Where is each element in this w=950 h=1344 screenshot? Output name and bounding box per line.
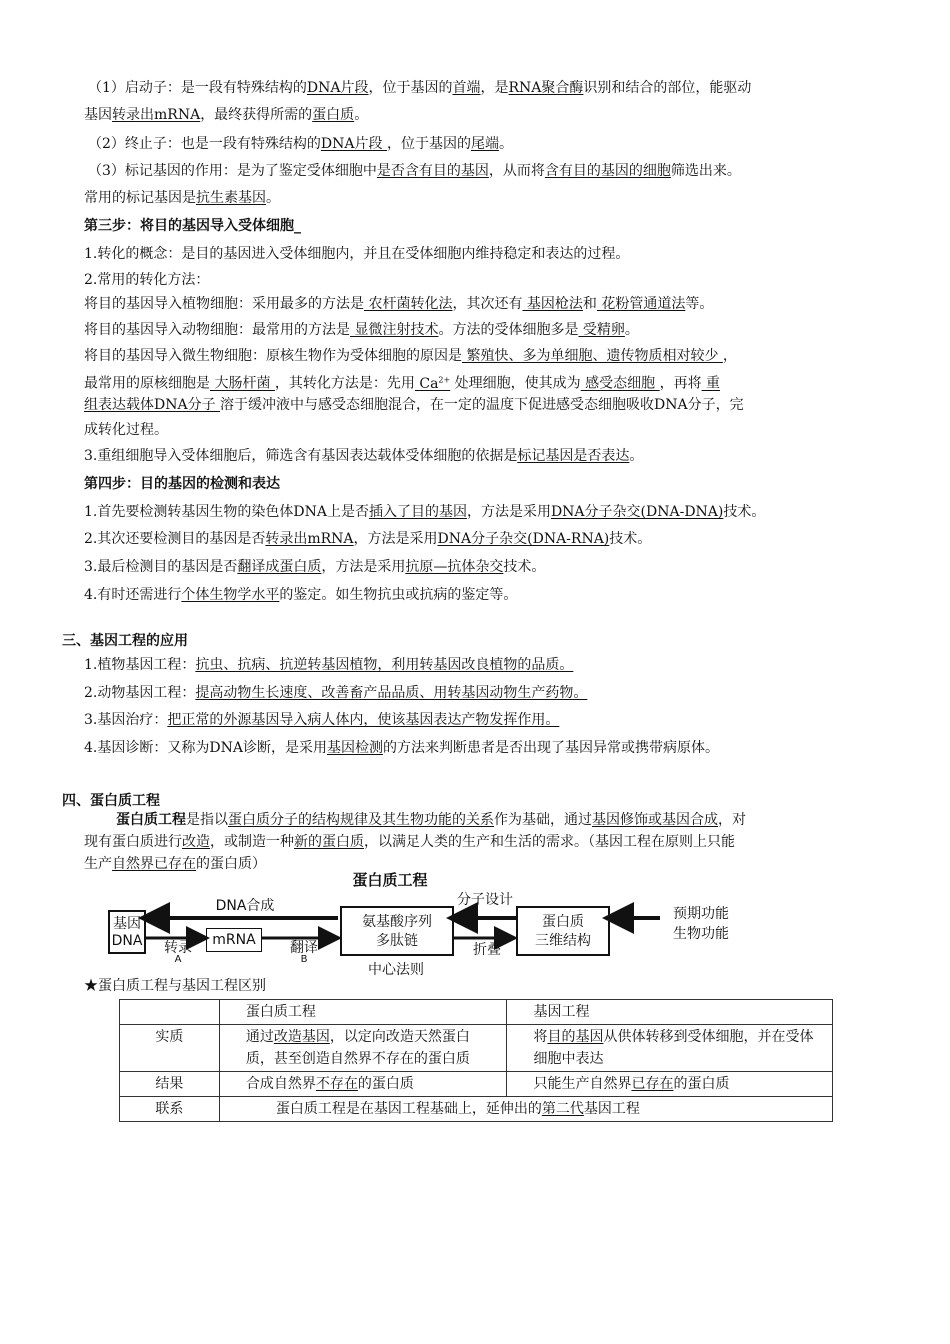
translation-label: 翻译 xyxy=(290,940,318,956)
section3-line-4: 4.基因诊断：又称为DNA诊断，是采用基因检测的方法来判断患者是否出现了基因异常或携带病原体。 xyxy=(84,740,719,756)
step3-line-3: 3.重组细胞导入受体细胞后，筛选含有基因表达载体受体细胞的依据是标记基因是否表达。 xyxy=(84,448,644,464)
marker-gene-line-2: 常用的标记基因是抗生素基因。 xyxy=(84,190,280,206)
microbe-transformation-line-3: 组表达载体DNA分子 溶于缓冲液中与感受态细胞混合，在一定的温度下促进感受态细胞吸收DNA分子，完 xyxy=(84,397,744,413)
step4-line-1: 1.首先要检测转基因生物的染色体DNA上是否插入了目的基因，方法是采用DNA分子杂交(DNA-DNA)技术。 xyxy=(84,504,766,520)
microbe-transformation-line-2: 最常用的原核细胞是 大肠杆菌 ，其转化方法是：先用 $Ca^{2+}$ 处理细胞，使其成为 感受态细胞 ，再将 重 xyxy=(84,375,721,392)
essence-gene: 将目的基因从供体转移到受体细胞，并在受体细胞中表达 xyxy=(507,1025,833,1072)
protein-structure-box xyxy=(516,906,610,956)
row-label-essence: 实质 xyxy=(120,1025,220,1072)
terminator-line: （2）终止子：也是一段有特殊结构的DNA片段 ，位于基因的尾端。 xyxy=(88,136,513,152)
relation-text: 蛋白质工程是在基因工程基础上，延伸出的第二代基因工程 xyxy=(219,1097,832,1122)
step4-line-4: 4.有时还需进行个体生物学水平的鉴定。如生物抗虫或抗病的鉴定等。 xyxy=(84,587,518,603)
comparison-table xyxy=(119,999,833,1122)
3d-structure-label: 三维结构 xyxy=(535,933,591,949)
animal-transformation-line: 将目的基因导入动物细胞：最常用的方法是 显微注射技术。方法的受体细胞多是 受精卵。 xyxy=(84,322,639,338)
step3-line-2: 2.常用的转化方法： xyxy=(84,272,210,288)
section3-line-3: 3.基因治疗：把正常的外源基因导入病人体内，使该基因表达产物发挥作用。 xyxy=(84,712,560,728)
table-header-row xyxy=(120,1000,833,1025)
row-label-relation: 联系 xyxy=(120,1097,220,1122)
mrna-box xyxy=(206,928,262,952)
molecular-design-label: 分子设计 xyxy=(457,892,513,908)
marker-gene-line-1: （3）标记基因的作用：是为了鉴定受体细胞中是否含有目的基因，从而将含有目的基因的细胞筛选出来。 xyxy=(88,163,741,179)
section4-heading: 四、蛋白质工程 xyxy=(62,793,160,809)
amino-acid-label: 氨基酸序列 xyxy=(362,914,432,930)
microbe-transformation-line-1: 将目的基因导入微生物细胞：原核生物作为受体细胞的原因是 繁殖快、多为单细胞、遗传物质相对较少 ， xyxy=(84,348,737,364)
plant-transformation-line: 将目的基因导入植物细胞：采用最多的方法是 农杆菌转化法，其次还有 基因枪法和 花粉管通道法等。 xyxy=(84,296,714,312)
a-mark: A xyxy=(174,954,182,965)
row-label-result: 结果 xyxy=(120,1072,220,1097)
protein-label: 蛋白质 xyxy=(542,914,584,930)
essence-protein: 通过改造基因，以定向改造天然蛋白质，甚至创造自然界不存在的蛋白质 xyxy=(219,1025,507,1072)
transcription-label: 转录 xyxy=(164,940,192,956)
microbe-transformation-line-4: 成转化过程。 xyxy=(84,422,168,438)
gene-label: 基因 xyxy=(113,916,141,932)
header-protein-engineering: 蛋白质工程 xyxy=(219,1000,507,1025)
step3-line-1: 1.转化的概念：是目的基因进入受体细胞内，并且在受体细胞内维持稳定和表达的过程。 xyxy=(84,246,630,262)
mrna-label: mRNA xyxy=(212,932,256,948)
expected-function-label: 预期功能 xyxy=(673,906,729,922)
dna-label: DNA xyxy=(111,933,143,949)
promoter-line-1: （1）启动子：是一段有特殊结构的DNA片段，位于基因的首端，是RNA聚合酶识别和结合的部位，能驱动 xyxy=(88,80,752,96)
step4-line-2: 2.其次还要检测目的基因是否转录出mRNA，方法是采用DNA分子杂交(DNA-RNA)技术。 xyxy=(84,531,652,547)
section3-heading: 三、基因工程的应用 xyxy=(62,633,188,649)
central-dogma-label: 中心法则 xyxy=(368,962,424,978)
polypeptide-label: 多肽链 xyxy=(376,933,418,949)
b-mark: B xyxy=(300,954,308,965)
amino-acid-box xyxy=(340,906,454,956)
header-gene-engineering: 基因工程 xyxy=(507,1000,833,1025)
folding-label: 折叠 xyxy=(473,942,501,958)
step3-heading: 第三步：将目的基因导入受体细胞_ xyxy=(84,218,301,234)
diagram-title: 蛋白质工程 xyxy=(352,871,428,889)
step4-heading: 第四步：目的基因的检测和表达 xyxy=(84,476,280,492)
table-row-relation xyxy=(120,1097,833,1122)
biological-function-label: 生物功能 xyxy=(673,926,729,942)
table-row-result xyxy=(120,1072,833,1097)
section4-para-line-3: 生产自然界已存在的蛋白质） xyxy=(84,856,266,872)
section4-para-line-2: 现有蛋白质进行改造，或制造一种新的蛋白质，以满足人类的生产和生活的需求。（基因工程在原则上只能 xyxy=(84,834,735,850)
result-protein: 合成自然界不存在的蛋白质 xyxy=(219,1072,507,1097)
section3-line-2: 2.动物基因工程：提高动物生长速度、改善畜产品品质、用转基因动物生产药物。 xyxy=(84,685,588,701)
result-gene: 只能生产自然界已存在的蛋白质 xyxy=(507,1072,833,1097)
section3-line-1: 1.植物基因工程：抗虫、抗病、抗逆转基因植物，利用转基因改良植物的品质。 xyxy=(84,657,574,673)
comparison-title: ★蛋白质工程与基因工程区别 xyxy=(84,978,266,994)
table-row-essence xyxy=(120,1025,833,1072)
promoter-line-2: 基因转录出mRNA，最终获得所需的蛋白质。 xyxy=(84,107,369,123)
step4-line-3: 3.最后检测目的基因是否翻译成蛋白质，方法是采用抗原—抗体杂交技术。 xyxy=(84,559,546,575)
gene-box xyxy=(108,910,146,954)
section4-para-line-1: 蛋白质工程是指以蛋白质分子的结构规律及其生物功能的关系作为基础，通过基因修饰或基因合成，对 xyxy=(116,812,746,828)
protein-engineering-diagram xyxy=(100,870,840,985)
dna-synthesis-label: DNA合成 xyxy=(215,898,275,914)
